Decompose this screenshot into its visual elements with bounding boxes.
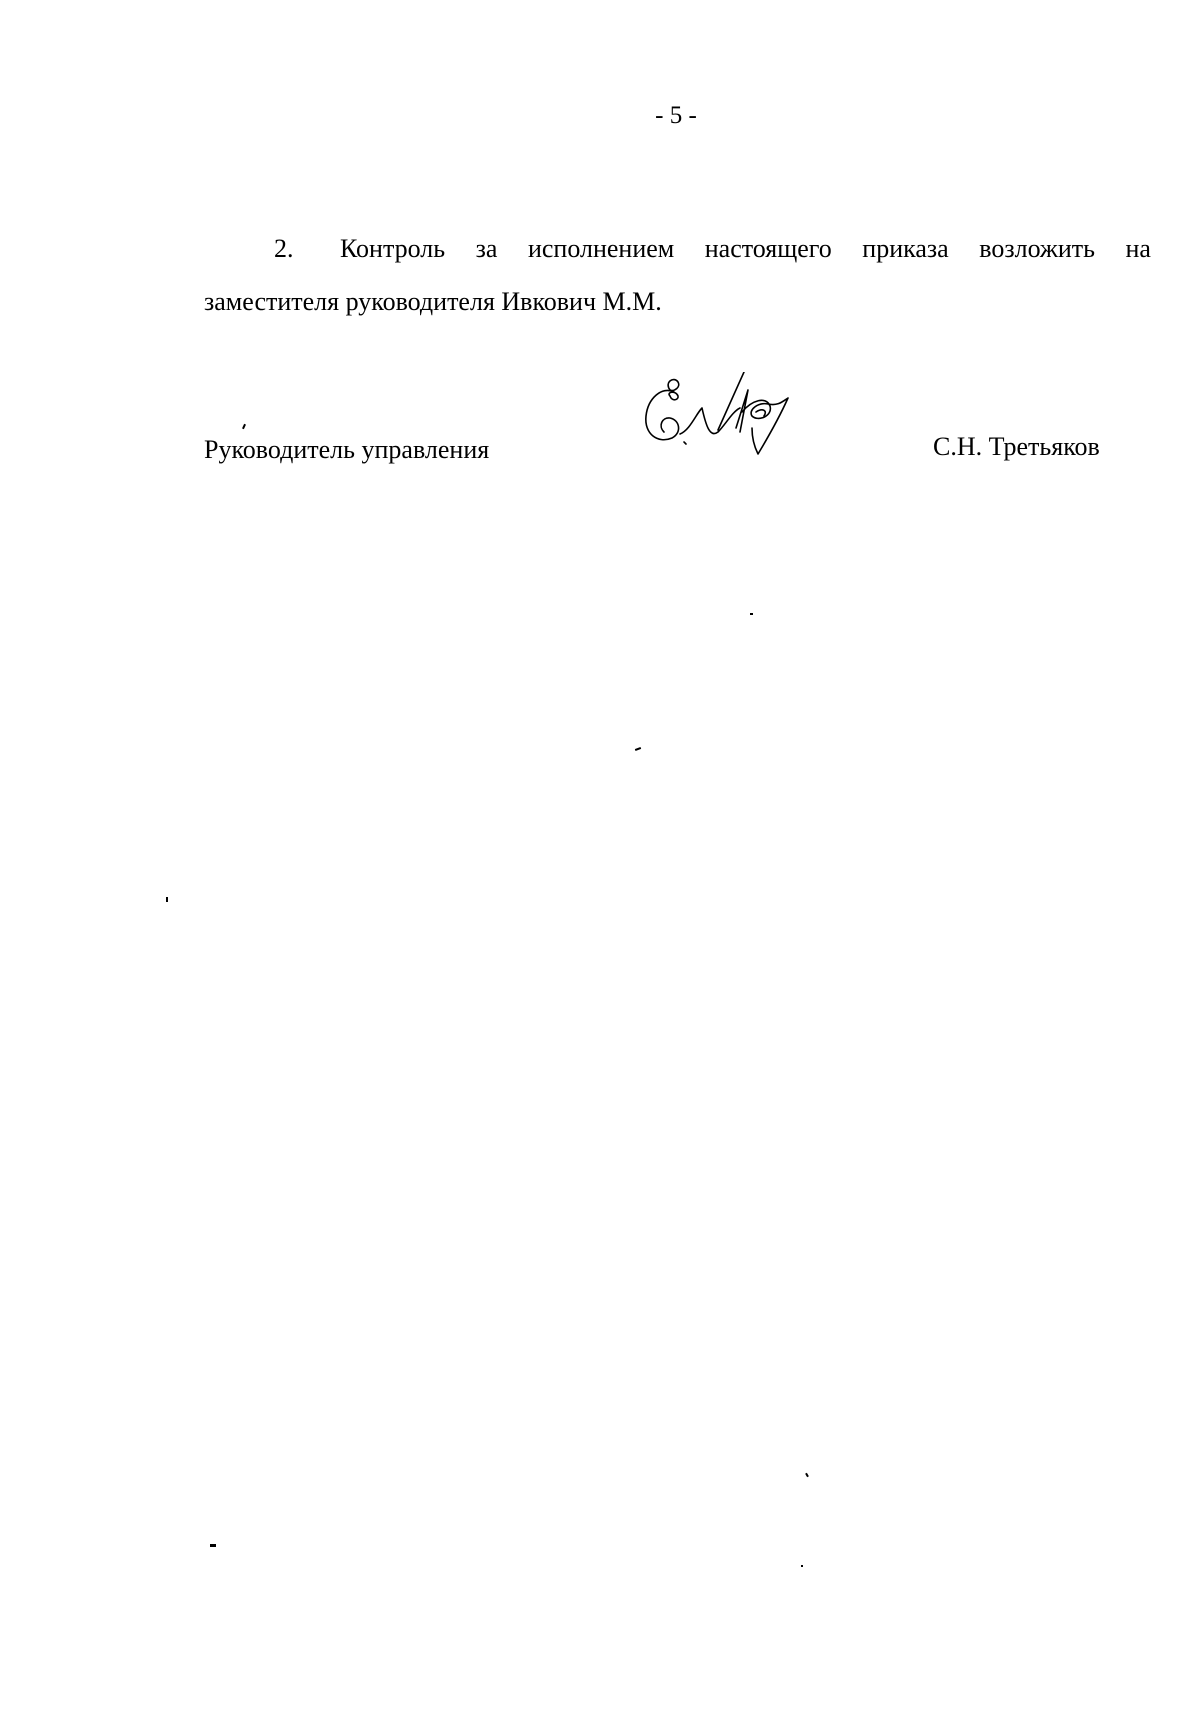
paragraph-line-1 bbox=[204, 232, 1151, 265]
paragraph-number: 2. bbox=[274, 234, 294, 263]
scan-speck bbox=[750, 613, 753, 615]
scan-speck bbox=[242, 424, 246, 429]
paragraph-line-1-text bbox=[340, 232, 1151, 265]
scan-speck bbox=[210, 1544, 216, 1547]
scan-speck bbox=[166, 897, 168, 902]
signatory-name: С.Н. Третьяков bbox=[933, 432, 1100, 461]
paragraph-word: за bbox=[475, 234, 498, 263]
paragraph-word: возложить bbox=[979, 234, 1096, 263]
paragraph-line-2: заместителя руководителя Ивкович М.М. bbox=[204, 287, 662, 316]
paragraph-word: исполнением bbox=[527, 234, 675, 263]
scan-speck bbox=[805, 1473, 809, 1477]
scan-speck bbox=[635, 747, 641, 751]
page-number: - 5 - bbox=[655, 102, 697, 129]
scan-speck bbox=[801, 1565, 803, 1567]
paragraph-word: приказа bbox=[862, 234, 949, 263]
paragraph-word: настоящего bbox=[704, 234, 832, 263]
paragraph-word: на bbox=[1125, 234, 1151, 263]
handwritten-signature bbox=[640, 372, 820, 482]
signatory-title: Руководитель управления bbox=[204, 435, 490, 464]
paragraph-word: Контроль bbox=[340, 234, 446, 263]
